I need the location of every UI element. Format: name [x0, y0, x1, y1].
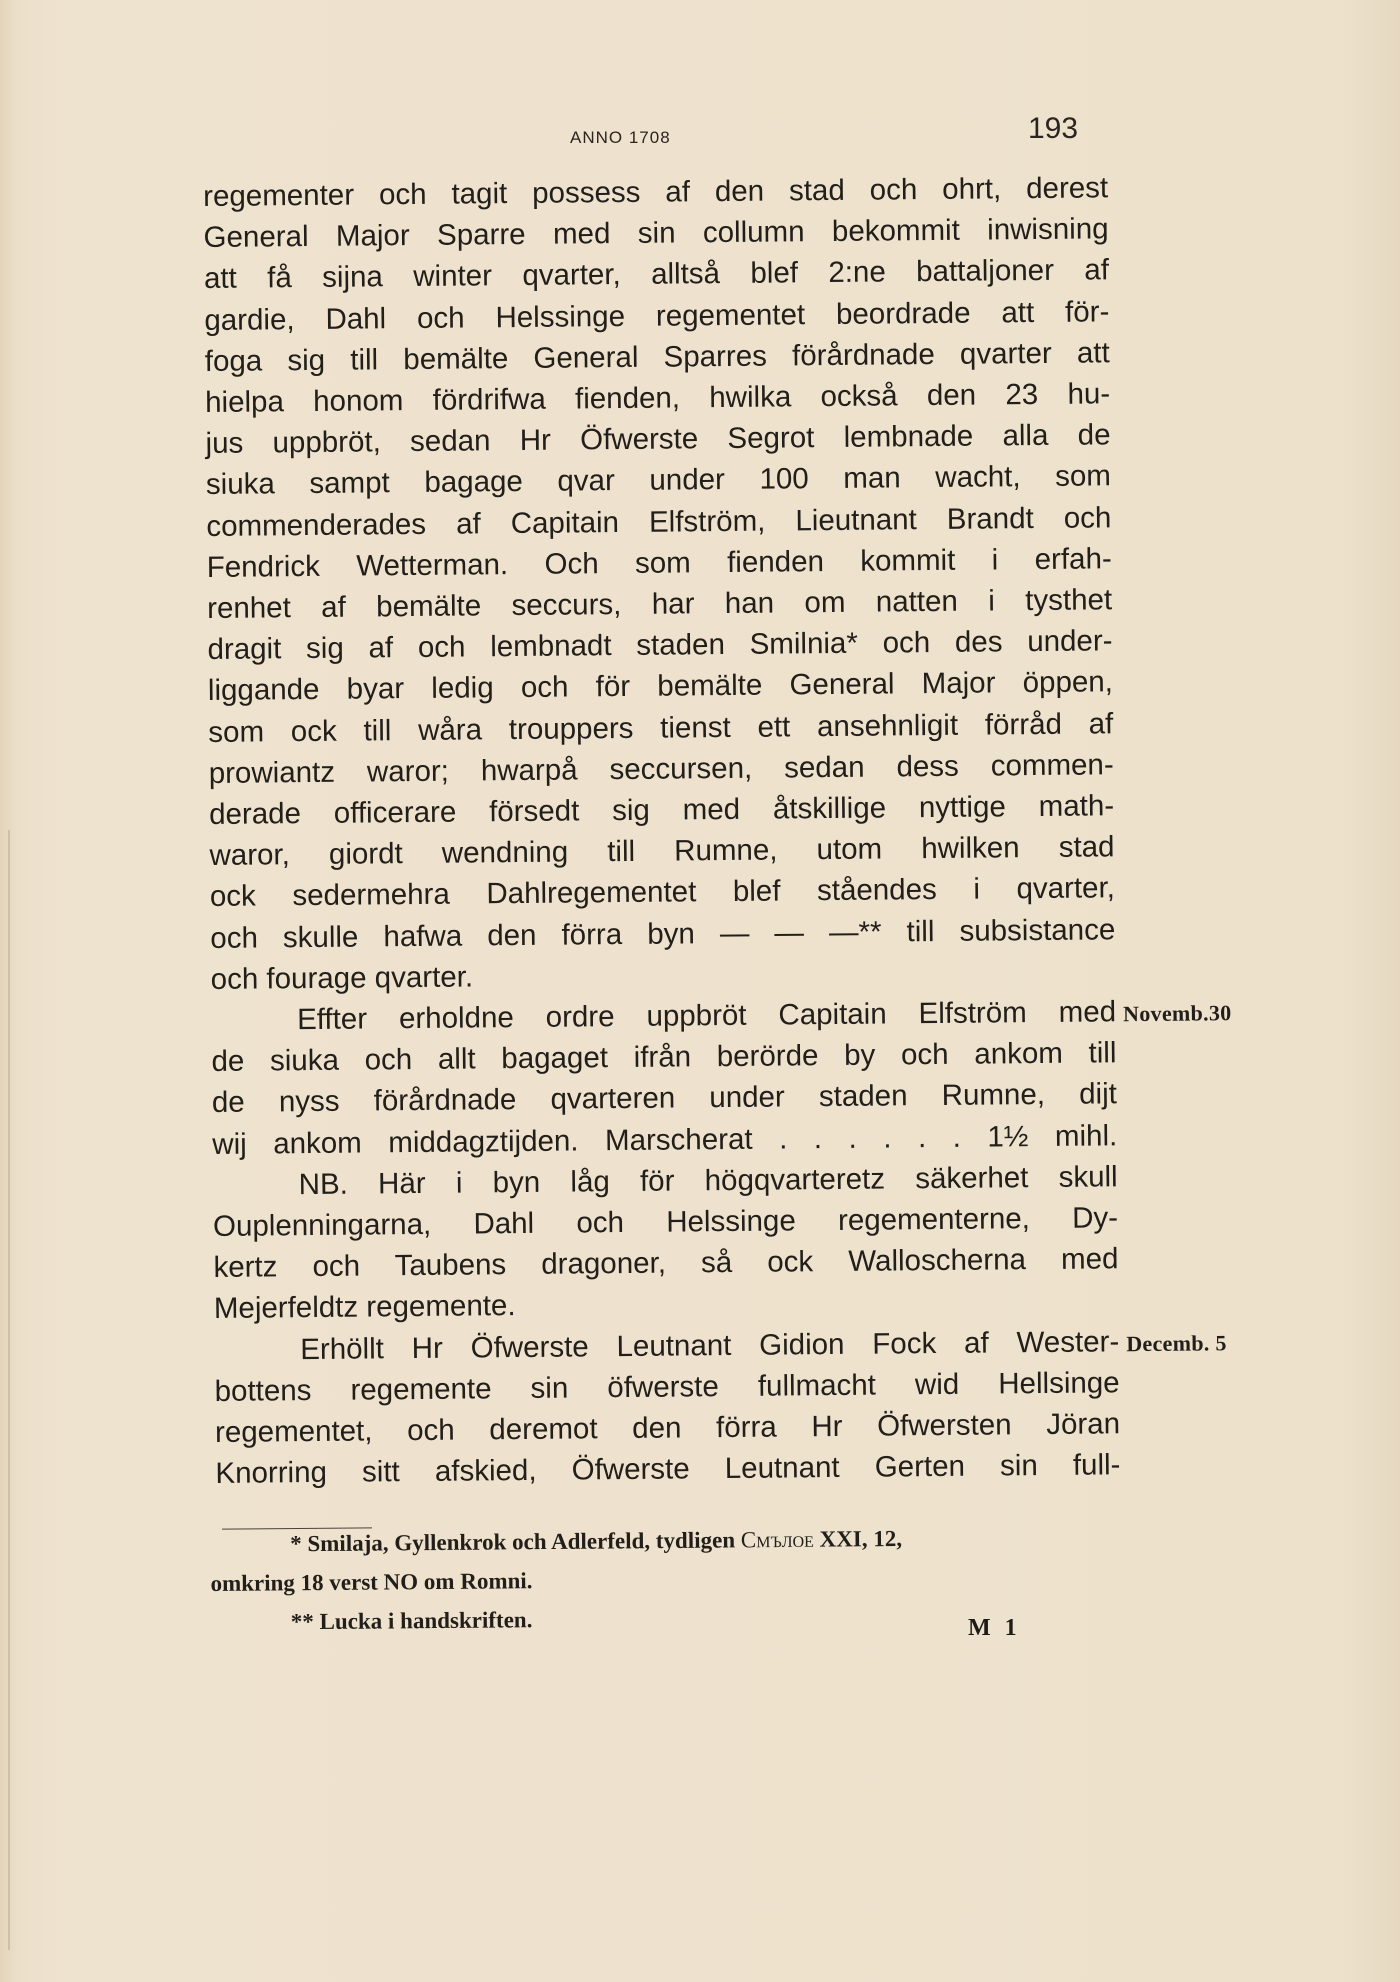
- text-line: Ouplenningarna, Dahl och Helssinge regementerne, Dy-: [212, 1201, 1119, 1244]
- text-line: bottens regemente sin öfwerste fullmacht wid Hellsinge: [214, 1366, 1120, 1408]
- text-line: jus uppbröt, sedan Hr Öfwerste Segrot lembnade alla de: [205, 418, 1111, 461]
- text-line: dragit sig af och lembnadt staden Smilnia* och des under-: [207, 624, 1113, 667]
- text-line: de nyss förårdnade qvarteren under staden Rumne, dijt: [211, 1077, 1118, 1120]
- text-line: som ock till wåra trouppers tienst ett ansehnligit förråd af: [208, 706, 1114, 749]
- text-line: Erhöllt Hr Öfwerste Leutnant Gidion Fock af Wester-: [300, 1324, 1120, 1366]
- text-line: siuka sampt bagage qvar under 100 man wacht, som: [205, 459, 1112, 502]
- footnote-1-cont: omkring 18 verst NO om Romni.: [210, 1568, 533, 1596]
- text-line: NB. Här i byn låg för högqvarteretz säkerhet skull: [298, 1160, 1118, 1202]
- text-line: gardie, Dahl och Helssinge regementet beordrade att för-: [204, 294, 1110, 337]
- margin-note-decemb: Decemb. 5: [1126, 1329, 1227, 1356]
- text-line: Fendrick Wetterman. Och som fienden kommit i erfah-: [206, 542, 1112, 584]
- footnote-1-ref: XXI, 12,: [819, 1525, 903, 1552]
- text-line: kertz och Taubens dragoner, så ock Walloscherna med: [213, 1242, 1119, 1285]
- footnote-1-source: Смълое: [740, 1526, 814, 1553]
- text-line: prowiantz waror; hwarpå seccursen, sedan dess commen-: [208, 748, 1114, 790]
- text-line: renhet af bemälte seccurs, har han om natten i tysthet: [206, 583, 1113, 626]
- text-line: de siuka och allt bagaget ifrån berörde by och ankom till: [211, 1036, 1117, 1079]
- text-line: waror, giordt wendning till Rumne, utom hwilken stad: [209, 830, 1115, 873]
- text-line: och fourage qvarter.: [210, 960, 474, 996]
- text-line: General Major Sparre med sin collumn bekommit inwisning: [203, 212, 1109, 255]
- running-head: ANNO 1708: [570, 128, 671, 147]
- text-line: derade officerare försedt sig med åtskillige nyttige math-: [208, 789, 1115, 832]
- text-line: Effter erholdne ordre uppbröt Capitain Elfström med: [296, 995, 1117, 1037]
- body-text: [203, 167, 1232, 1494]
- text-line: wij ankom middagztijden. Marscherat . . . . . . 1½ mihl.: [212, 1118, 1118, 1161]
- text-line: och skulle hafwa den förra byn — — —** till subsistance: [210, 912, 1116, 955]
- text-line: commenderades af Capitain Elfström, Lieutnant Brandt och: [206, 500, 1112, 543]
- signature-mark: M 1: [968, 1615, 1021, 1641]
- footnote-2: ** Lucka i handskriften.: [290, 1607, 533, 1635]
- text-line: ock sedermehra Dahlregementet blef ståendes i qvarter,: [209, 871, 1116, 914]
- page-edge-shadow: [8, 830, 10, 1950]
- margin-note-novemb: Novemb.30: [1122, 1000, 1232, 1027]
- text-line: Knorring sitt afskied, Öfwerste Leutnant Gerten sin full-: [215, 1448, 1121, 1491]
- text-line: regementer och tagit possess af den stad och ohrt, derest: [203, 171, 1109, 213]
- text-line: hielpa honom fördrifwa fienden, hwilka också den 23 hu-: [205, 377, 1111, 420]
- text-line: foga sig till bemälte General Sparres förårdnade qvarter att: [204, 336, 1110, 378]
- text-line: Mejerfeldtz regemente.: [213, 1289, 516, 1326]
- text-line: liggande byar ledig och för bemälte General Major öppen,: [207, 665, 1114, 708]
- text-line: regementet, och deremot den förra Hr Öfwersten Jöran: [214, 1407, 1121, 1450]
- footnote-1-text: * Smilaja, Gyllenkrok och Adlerfeld, tydligen: [290, 1527, 736, 1557]
- text-line: att få sijna winter qvarter, alltså blef 2:ne battaljoner af: [203, 253, 1110, 296]
- page-number: 193: [1028, 112, 1079, 145]
